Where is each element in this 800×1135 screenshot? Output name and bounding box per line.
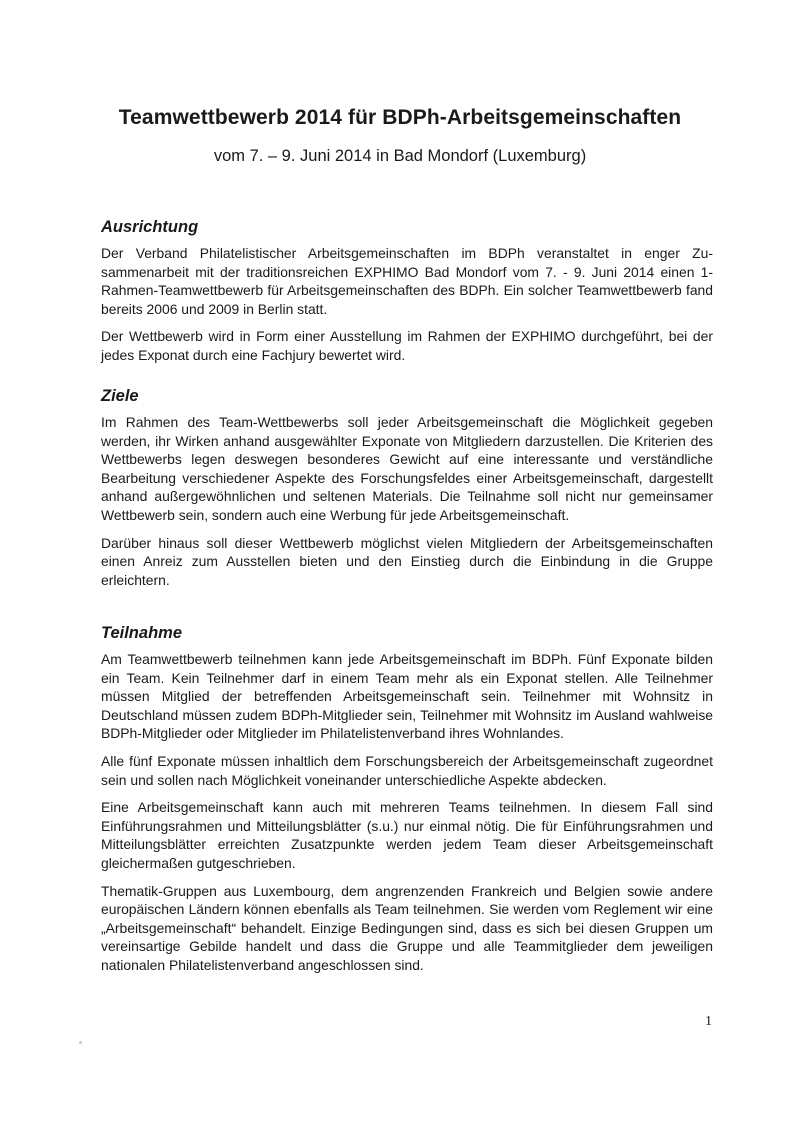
paragraph: Am Teamwettbewerb teilnehmen kann jede Arbeitsgemeinschaft im BDPh. Fünf Exponate bilden ein Team. Kein Teilnehmer darf in einem Team mehr als ein Exponat stellen. Alle Teilnehmer müssen Mitglied der betreffenden Arbeitsgemeinschaft sein. Teilnehmer mit Wohnsitz in Deutschland müssen zudem BDPh-Mitglieder sein, Teilnehmer mit Wohnsitz im Ausland wahlweise BDPh-Mitglieder oder Mitglieder im Philatelistenverband ihres Wohnlandes. (101, 651, 713, 742)
page-number: 1 (705, 1014, 712, 1029)
paragraph: Der Verband Philatelistischer Arbeitsgemeinschaften im BDPh veranstaltet in enger Zusammenarbeit mit der traditionsreichen EXPHIMO Bad Mondorf vom 7. - 9. Juni 2014 einen 1-Rahmen-Teamwettbewerb für Arbeitsgemeinschaften des BDPh. Ein solcher Teamwettbewerb fand bereits 2006 und 2009 in Berlin statt. (101, 245, 713, 317)
paragraph: Eine Arbeitsgemeinschaft kann auch mit mehreren Teams teilnehmen. In diesem Fall sind Einführungsrahmen und Mitteilungsblätter (s.u.) nur einmal nötig. Die für Einführungsrahmen und Mitteilungsblätter erreichten Zusatzpunkte werden jedem Team dieser Arbeitsgemeinschaft gleichermaßen gutgeschrieben. (101, 799, 713, 871)
section-heading: Ziele (101, 387, 139, 405)
section-teilnahme (101, 624, 713, 984)
document-title: Teamwettbewerb 2014 für BDPh-Arbeitsgemeinschaften (118, 106, 682, 129)
paragraph: Thematik-Gruppen aus Luxembourg, dem angrenzenden Frankreich und Belgien sowie andere europäischen Ländern können ebenfalls als Team teilnehmen. Sie werden vom Reglement wir eine „Arbeitsgemeinschaft“ behandelt. Einzige Bedingungen sind, dass es sich bei diesen Gruppen um vereinsartige Gebilde handelt und dass die Gruppe und alle Teammitglieder dem jeweiligen nationalen Philatelistenverband angeschlossen sind. (101, 882, 713, 973)
section-heading: Teilnahme (101, 624, 182, 642)
section-ziele (101, 387, 713, 598)
paragraph: Alle fünf Exponate müssen inhaltlich dem Forschungsbereich der Arbeitsgemeinschaft zugeordnet sein und sollen nach Möglichkeit voneinander unterschiedliche Aspekte abdecken. (101, 752, 713, 788)
paragraph: Darüber hinaus soll dieser Wettbewerb möglichst vielen Mitgliedern der Arbeitsgemeinschaften einen Anreiz zum Ausstellen bieten und den Einstieg durch die Einbindung in die Gruppe erleichtern. (101, 534, 713, 588)
paragraph: Der Wettbewerb wird in Form einer Ausstellung im Rahmen der EXPHIMO durchgeführt, bei der jedes Exponat durch eine Fachjury bewertet wird. (101, 328, 713, 363)
section-heading: Ausrichtung (101, 218, 199, 236)
scan-speck (79, 1041, 82, 1044)
paragraph: Im Rahmen des Team-Wettbewerbs soll jeder Arbeitsgemeinschaft die Möglichkeit gegeben werden, ihr Wirken anhand ausgewählter Exponate von Mitgliedern darzustellen. Die Kriterien des Wettbewerbs legen deswegen besonderes Gewicht auf eine interessante und verständliche Bearbeitung verschiedener Aspekte des Forschungsfeldes einer Arbeitsgemeinschaft, dargestellt anhand außergewöhnlichen und seltenen Materials. Die Teilnahme soll nicht nur gemeinsamer Wettbewerb sein, sondern auch eine Werbung für jede Arbeitsgemeinschaft. (101, 414, 713, 523)
section-ausrichtung (101, 218, 713, 374)
document-subtitle: vom 7. – 9. Juni 2014 in Bad Mondorf (Luxemburg) (213, 147, 587, 165)
